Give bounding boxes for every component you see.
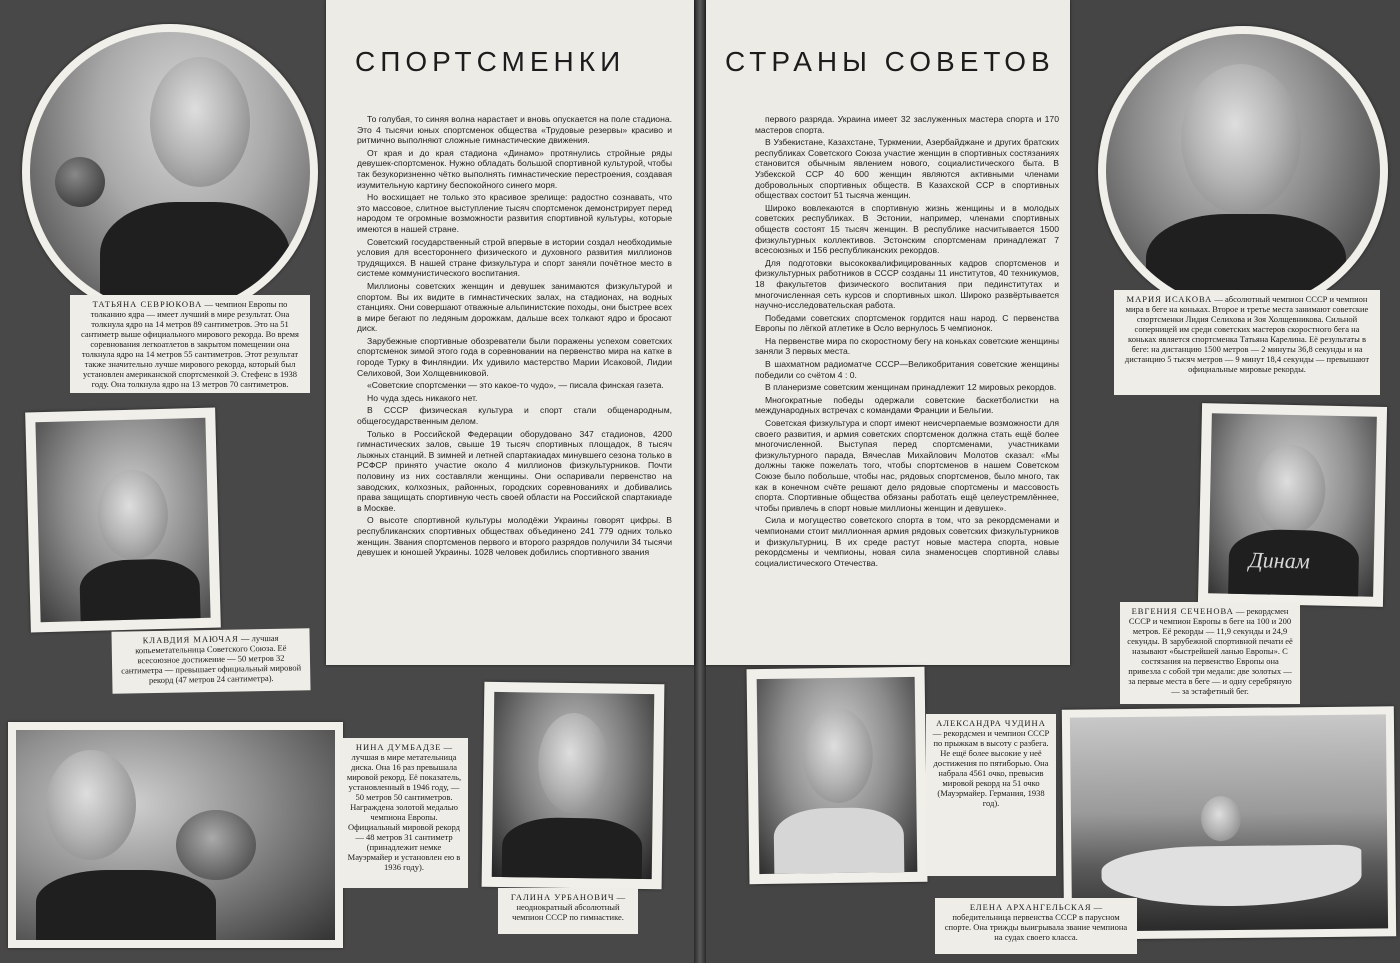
caption-text: — рекордсмен и чемпион СССР по прыжкам в высоту с разбега. Не ещё более высокие у неё достижения по пятиборью. Она набрала 4561 очко, превысив мировой рекорд на 51 очко (Мауэрмайер. Германия, 1938 год).: [932, 728, 1050, 808]
paragraph: Только в Российской Федерации оборудовано 347 стадионов, 4200 гимнастических залов, свыше 19 тысяч спортивных площадок, 8 тысяч лыжных станций. В зимней и летней спартакиадах минувшего сезона только в РСФСР принято участие около 4 миллионов физкультурников. Почти половину из них составляли женщины. Они оспаривали первенство на заводских, колхозных, районных, городских соревнованиях и добивались права защищать спортивную честь своей области на Российской спартакиаде в Москве.: [357, 428, 672, 513]
article-column-left: [357, 114, 672, 560]
paragraph: Многократные победы одержали советские баскетболистки на международных встречах с командами Франции и Бельгии.: [755, 394, 1059, 416]
paragraph: От края и до края стадиона «Динамо» протянулись стройные ряды девушек-спортсменок. Нужно обладать большой спортивной культурой, чтобы так безукоризненно чётко выполнять гимнастические перестроения, создавая изумительную картину беспокойного синего моря.: [357, 147, 672, 190]
photo-mauchaya: [25, 408, 221, 633]
paragraph: «Советские спортсменки — это какое-то чудо», — писала финская газета.: [367, 380, 664, 391]
paragraph: В шахматном радиоматче СССР—Великобритания советские женщины победили со счётом 4 : 0.: [755, 359, 1059, 380]
photo-chudina: [747, 667, 928, 884]
caption-urbanovich: [498, 888, 638, 934]
headline-left: СПОРТСМЕНКИ: [355, 46, 626, 77]
caption-sevryukova: [70, 295, 310, 393]
paragraph: Широко вовлекаются в спортивную жизнь женщины и в молодых советских республиках. В Эстонии, например, членами спортивных обществ состоят 15 тысяч женщин. В республике насчитывается 1500 физкультурных коллективов. Эстонским спортсменам принадлежат 7 всесоюзных и 156 республиканских рекордов.: [755, 202, 1059, 256]
jersey-lettering: Динам: [1248, 547, 1311, 574]
paragraph: Но восхищает не только это красивое зрелище: радостно сознавать, что это массовое, слитное выступление тысяч спортсменок демонстрирует перед народом те огромные возможности развития спортивной культуры, которые имеются в нашей стране.: [357, 192, 672, 234]
caption-dumbadze: [340, 738, 468, 888]
paragraph: Миллионы советских женщин и девушек занимаются физкультурой и спортом. Вы их видите в гимнастических залах, на стадионах, на водных станциях. Они совершают отважные альпинистские походы, они быстрее всех в мире бегают по ледяным дорожкам, дальше всех толкают ядро и бросают диск.: [357, 280, 672, 334]
paragraph: Победами советских спортсменок гордится наш народ. С первенства Европы по лёгкой атлетике в Осло вернулось 5 чемпионок.: [755, 312, 1059, 334]
caption-name: ГАЛИНА УРБАНОВИЧ: [510, 892, 615, 902]
caption-name: МАРИЯ ИСАКОВА: [1126, 294, 1213, 304]
paragraph: первого разряда. Украина имеет 32 заслуженных мастера спорта и 170 мастеров спорта.: [755, 114, 1059, 135]
photo-dumbadze: [8, 722, 343, 948]
paragraph: Для подготовки высококвалифицированных кадров спортсменов и физкультурных работников в СССР созданы 11 институтов, 40 техникумов, 18 факультетов физического воспитания при пединститутах и многочисленная сеть курсов и спортивных школ. Широко развёртывается научно-исследовательская работа.: [755, 257, 1059, 311]
caption-name: ТАТЬЯНА СЕВРЮКОВА: [92, 299, 203, 309]
paragraph: В Узбекистане, Казахстане, Туркмении, Азербайджане и других братских республиках Советского Союза участие женщин в спортивных состязаниях становится обычным явлением нового, социалистического быта. В Узбекской ССР 40 600 женщин являются активными членами добровольных спортивных обществ. В Казахской ССР в спортивных обществах состоит 51 тысяча женщин.: [755, 137, 1059, 201]
paragraph: Сила и могущество советского спорта в том, что за рекордсменами и чемпионами стоит миллионная армия рядовых советских физкультурников и физкультурниц. В их среде растут новые мастера спорта, новые рекордсмены и чемпионы, новая сила знаменосцев спортивной славы социалистического Отечества.: [755, 515, 1059, 568]
caption-text: — лучшая копьеметательница Советского Союза. Её всесоюзное достижение — 50 метров 32 сантиметра — превышает официальный мировой рекорд (47 метров 24 сантиметра).: [121, 632, 302, 686]
caption-name: ЕЛЕНА АРХАНГЕЛЬСКАЯ: [969, 902, 1092, 912]
photo-sechenova: [1198, 403, 1387, 607]
paragraph: На первенстве мира по скоростному бегу на коньках советские женщины заняли 3 первых места.: [755, 335, 1059, 357]
paragraph: В планеризме советским женщинам принадлежит 12 мировых рекордов.: [765, 382, 1057, 393]
caption-text: — победительница первенства СССР в парусном спорте. Она трижды выигрывала звание чемпиона на судах своего класса.: [944, 902, 1128, 942]
photo-sevryukova: [22, 24, 318, 320]
caption-text: — чемпион Европы по толканию ядра — имеет лучший в мире результат. Она толкнула ядро на 14 метров 89 сантиметров. Это на 51 сантиметр выше официального мирового рекорда. Во время соревнования легкоатлетов в закрытом помещении она толкнула ядро на 14 метров 55 сантиметров. Этот результат также значительно лучше мирового рекорда, который был установлен американской спортсменкой Э. Стефенс в 1938 году. Она толкнула ядро на 13 метров 70 сантиметров.: [81, 299, 299, 389]
article-column-right: [755, 114, 1059, 570]
paragraph: То голубая, то синяя волна нарастает и вновь опускается на поле стадиона. Это 4 тысячи юных спортсменок общества «Трудовые резервы» красиво и ритмично выполняют сложные гимнастические движения.: [357, 114, 672, 146]
caption-text: — рекордсмен СССР и чемпион Европы в беге на 100 и 200 метров. Её рекорды — 11,9 секунды и 24,9 секунды. В зарубежной спортивной печати её называют «быстрейшей ланью Европы». С состязания на первенство Европы она привезла с собой три медали: две золотых — за первые места в беге — и одну серебряную — за эстафетный бег.: [1127, 606, 1293, 696]
caption-isakova: [1114, 290, 1380, 395]
page-gutter: [694, 0, 706, 963]
paragraph: О высоте спортивной культуры молодёжи Украины говорят цифры. В республиканских спортивных обществах объединено 241 779 одних только женщин. Звания спортсменов первого и второго разрядов получили 34 тысячи девушек и юношей Украины. 1028 человек добились спортивного звания: [357, 515, 672, 558]
caption-chudina: [926, 714, 1056, 876]
paragraph: Но чуда здесь никакого нет.: [367, 392, 478, 403]
paragraph: Советская физкультура и спорт имеют неисчерпаемые возможности для своего развития, и армия советских спортсменок должна стать ещё более многочисленной. Выступая перед спортсменами, участниками физкультурного парада, Вячеслав Михайлович Молотов сказал: «Мы должны также пожелать того, чтобы спортсменов в нашем Советском Союзе было побольше, чтобы нас, рядовых спортсменов, было много, так как в конечном счёте решают дело рядовые спортсмены и массовость спорта. Спортивные общества обязаны работать ещё целеустремлённее, чтобы привлечь в спорт новые миллионы женщин и девушек».: [755, 418, 1059, 513]
caption-name: АЛЕКСАНДРА ЧУДИНА: [936, 718, 1046, 728]
caption-text: — абсолютный чемпион СССР и чемпион мира в беге на коньках. Второе и третье места занимают советские спортсменки Лидия Селихова и Зоя Холщевникова. Сильной соперницей им среди советских мастеров скоростного бега на коньках является спортсменка Татьяна Карелина. Её результаты в беге: на дистанцию 1500 метров — 2 минуты 36,8 секунды и на дистанцию 5 тысяч метров — 9 минут 18,4 секунды — превышают официальные мировые рекорды.: [1124, 294, 1370, 374]
caption-text: — неоднократный абсолютный чемпион СССР по гимнастике.: [512, 892, 626, 922]
caption-name: КЛАВДИЯ МАЮЧАЯ: [142, 633, 239, 646]
caption-text: — лучшая в мире метательница диска. Она 16 раз превышала мировой рекорд. Её показатель, установленный в 1946 году, — 50 метров 50 сантиметров. Награждена золотой медалью чемпиона Европы. Официальный мировой рекорд — 48 метров 31 сантиметр (принадлежит немке Мауэрмайер и установлен ею в 1936 году).: [346, 742, 462, 872]
caption-name: НИНА ДУМБАДЗЕ: [355, 742, 442, 752]
caption-mauchaya: [111, 628, 310, 693]
paragraph: Зарубежные спортивные обозреватели были поражены успехом советских спортсменок зимой этого года в соревновании на первенство мира на катке в городе Турку в Финляндии. Их удивило мастерство Марии Исаковой, Лидии Селиховой, Зои Холщевниковой.: [357, 335, 672, 378]
caption-arkhangelskaya: [935, 898, 1137, 954]
paragraph: В СССР физическая культура и спорт стали общенародным, общегосударственным делом.: [357, 405, 672, 427]
photo-isakova: [1098, 26, 1388, 316]
photo-urbanovich: [482, 682, 665, 889]
caption-sechenova: [1120, 602, 1300, 704]
headline-right: СТРАНЫ СОВЕТОВ: [725, 46, 1055, 77]
paragraph: Советский государственный строй впервые в истории создал необходимые условия для всестороннего физического и духовного развития миллионов трудящихся. В нашей стране физкультура и спорт заняли почётное место в системе коммунистического воспитания.: [357, 236, 672, 279]
caption-name: ЕВГЕНИЯ СЕЧЕНОВА: [1131, 606, 1234, 616]
